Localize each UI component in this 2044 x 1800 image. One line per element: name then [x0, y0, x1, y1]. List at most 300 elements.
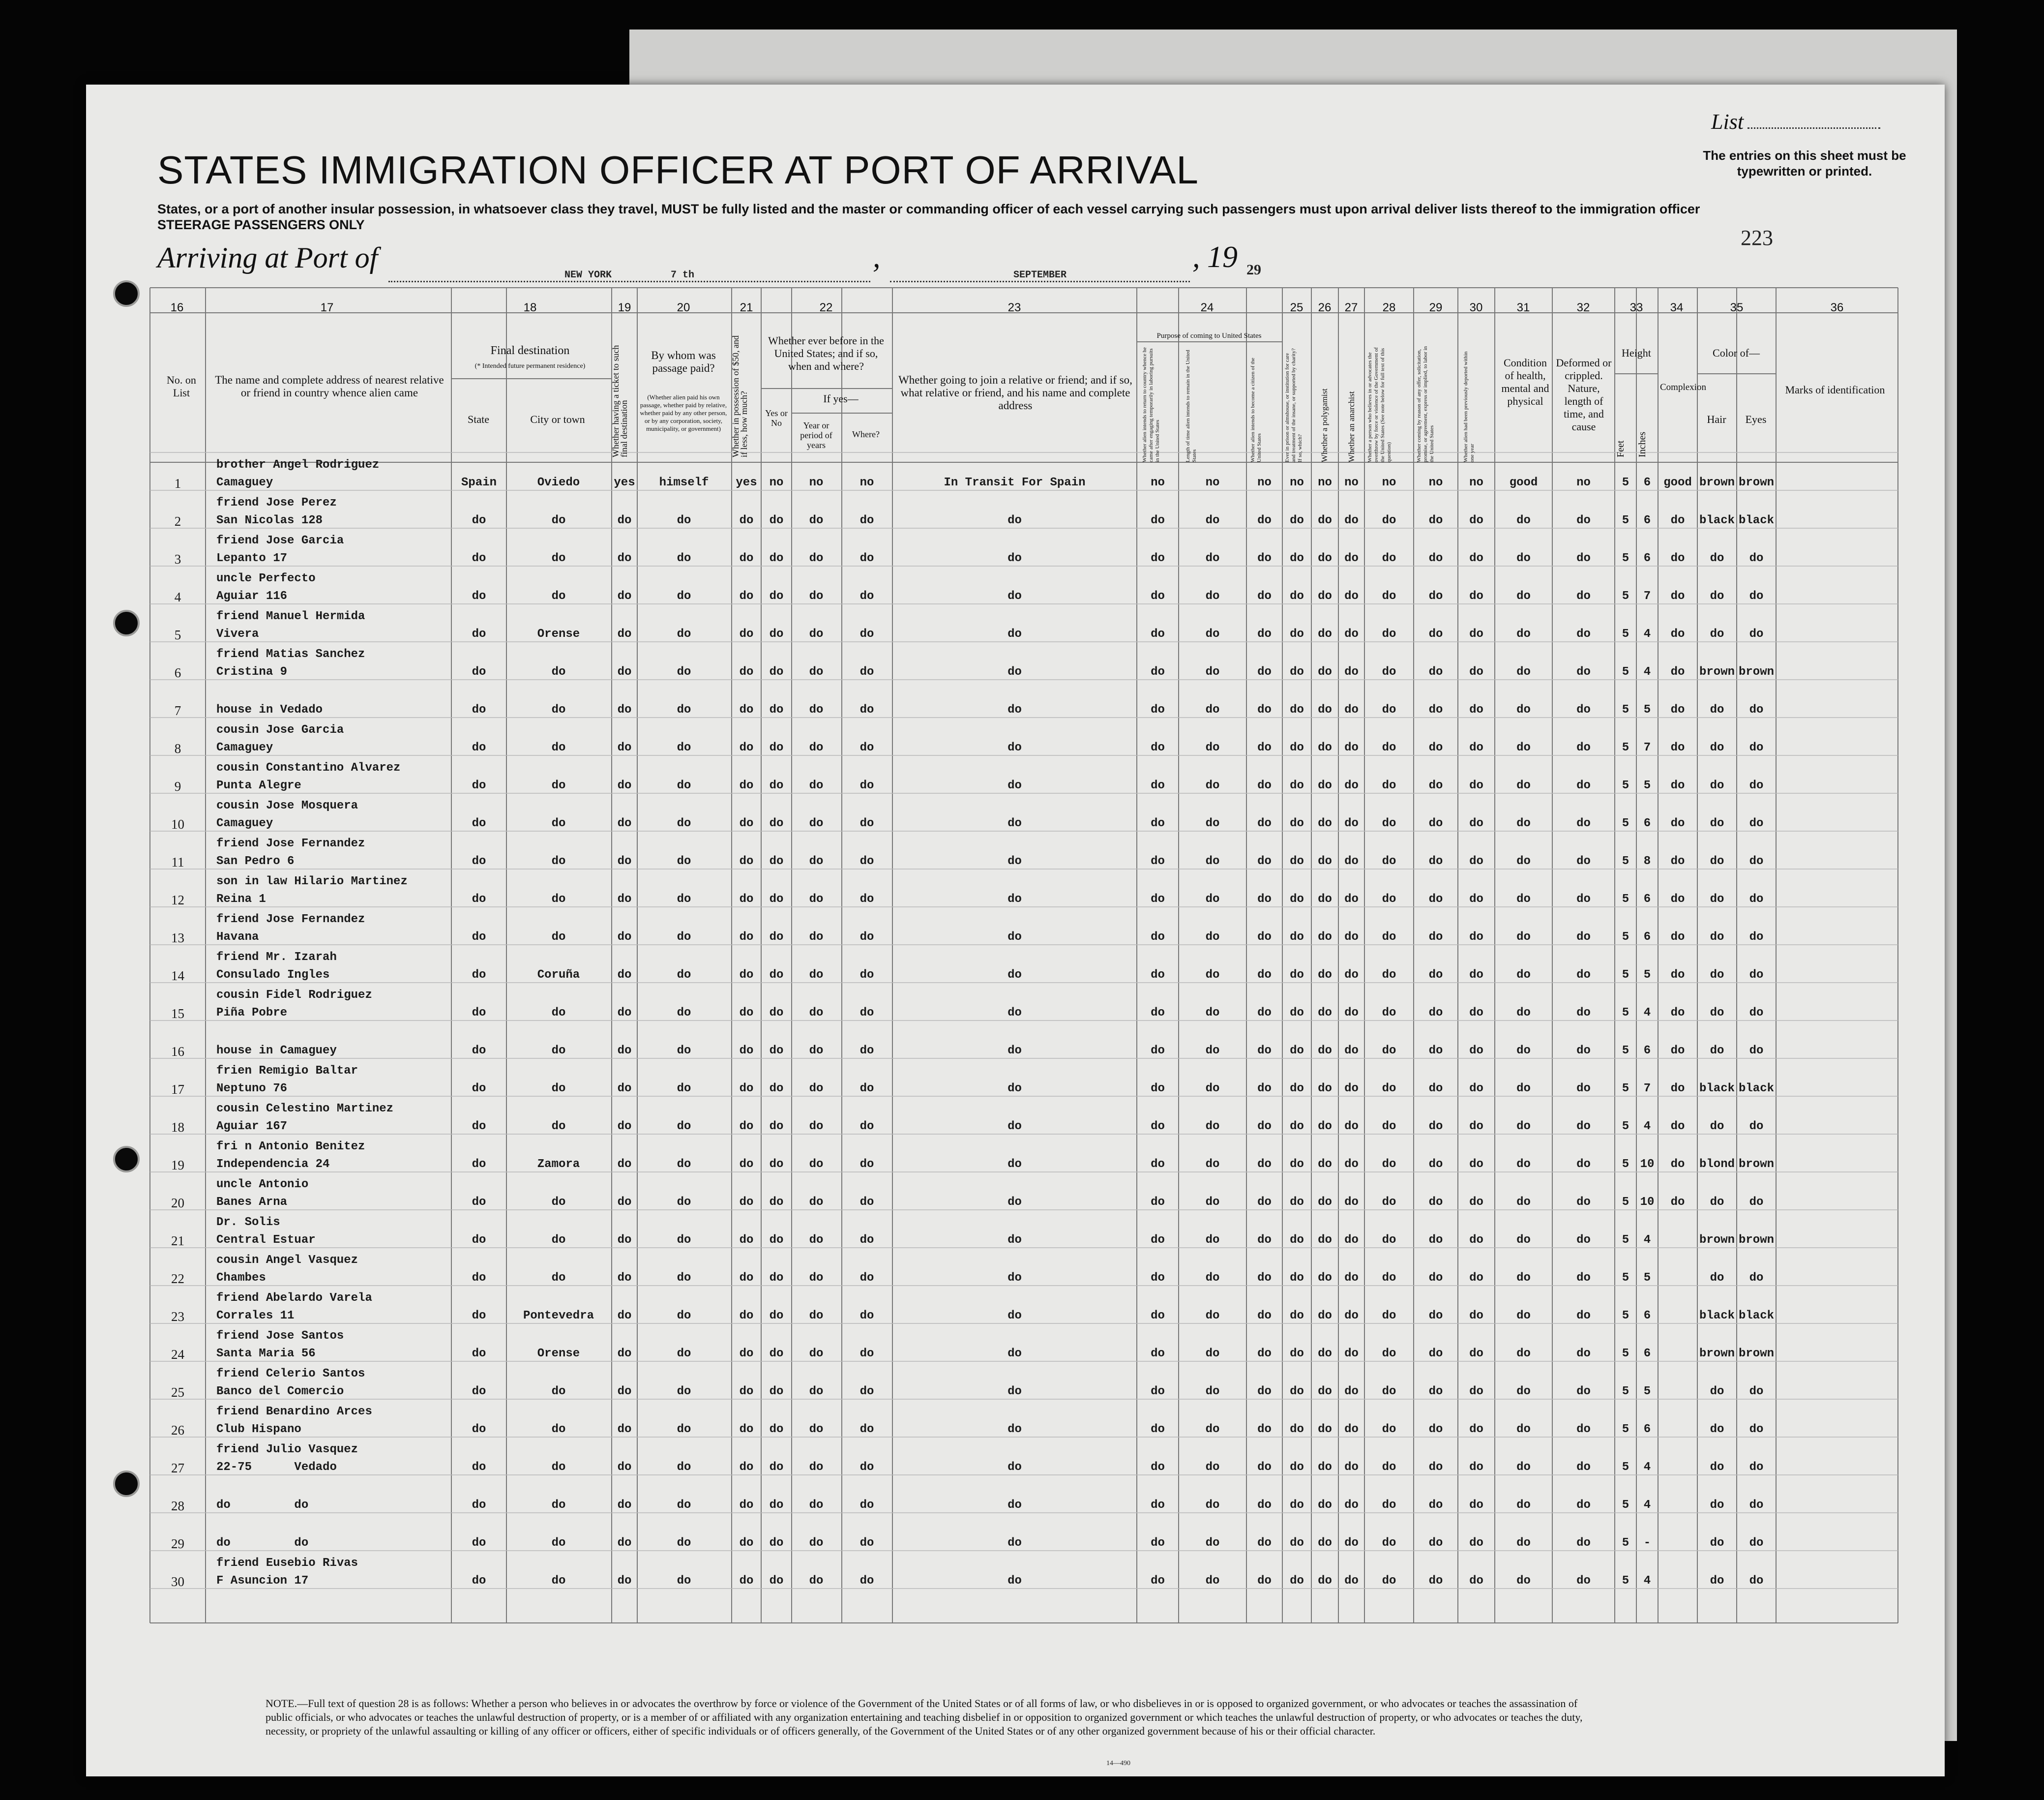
cell-join-relative: do: [1007, 1461, 1022, 1474]
header-nearest-relative: The name and complete address of nearest relative or friend in country whence alien came: [215, 374, 444, 399]
cell-hair: black: [1699, 514, 1735, 527]
cell-before-yes-no: do: [769, 968, 784, 982]
cell-polygamist: do: [1318, 1461, 1332, 1474]
cell-health: do: [1516, 1385, 1531, 1398]
cell-hair: do: [1710, 1536, 1724, 1550]
cell-purpose-return: do: [1151, 1196, 1165, 1209]
cell-deported: do: [1469, 1006, 1483, 1020]
cell-city: do: [551, 1196, 566, 1209]
cell-before-period: no: [809, 476, 824, 489]
cell-city: do: [551, 1423, 566, 1436]
cell-complexion: do: [1670, 930, 1685, 944]
row-number: 4: [174, 590, 181, 604]
cell-labor-offer: do: [1428, 665, 1443, 679]
cell-health: do: [1516, 893, 1531, 906]
list-label: List: [1711, 109, 1880, 134]
cell-before-period: do: [809, 855, 824, 868]
cell-health: do: [1516, 1044, 1531, 1057]
cell-relative-name: friend Jose Perez: [216, 496, 337, 510]
cell-complexion: do: [1670, 1044, 1685, 1057]
cell-city: do: [551, 1006, 566, 1020]
cell-polygamist: do: [1318, 741, 1332, 754]
cell-passage-paid: do: [677, 893, 691, 906]
header-period: Year or period of years: [800, 420, 832, 450]
cell-complexion: do: [1670, 703, 1685, 717]
cell-complexion: do: [1670, 1158, 1685, 1171]
cell-city: do: [551, 1120, 566, 1133]
cell-purpose-length: do: [1205, 968, 1220, 982]
row-number: 22: [171, 1271, 184, 1286]
cell-purpose-citizen: do: [1257, 1347, 1272, 1360]
cell-height-feet: 5: [1622, 779, 1629, 792]
cell-height-feet: 5: [1622, 741, 1629, 754]
cell-deformed: do: [1576, 1158, 1591, 1171]
cell-height-inches: 4: [1643, 665, 1651, 679]
cell-before-yes-no: do: [769, 1309, 784, 1322]
column-number: 34: [1670, 301, 1684, 314]
cell-prison: do: [1290, 1044, 1304, 1057]
cell-prison: do: [1290, 1574, 1304, 1588]
cell-hair: do: [1710, 590, 1724, 603]
cell-purpose-citizen: do: [1257, 1120, 1272, 1133]
cell-before-yes-no: do: [769, 1196, 784, 1209]
cell-passage-paid: do: [677, 1233, 691, 1247]
cell-passage-paid: do: [677, 703, 691, 717]
cell-before-period: do: [809, 1499, 824, 1512]
cell-state: do: [472, 1120, 486, 1133]
cell-eyes: do: [1749, 1006, 1764, 1020]
cell-before-where: do: [859, 1574, 874, 1588]
cell-deformed: do: [1576, 665, 1591, 679]
cell-city: do: [551, 1499, 566, 1512]
cell-passage-paid: do: [677, 1082, 691, 1095]
cell-polygamist: do: [1318, 1158, 1332, 1171]
cell-before-period: do: [809, 1044, 824, 1057]
row-number: 13: [171, 930, 184, 945]
cell-hair: do: [1710, 1120, 1724, 1133]
cell-relative-name: cousin Constantino Alvarez: [216, 761, 401, 775]
cell-labor-offer: do: [1428, 1499, 1443, 1512]
cell-passage-paid: do: [677, 665, 691, 679]
cell-before-yes-no: do: [769, 1499, 784, 1512]
cell-eyes: black: [1738, 1309, 1774, 1322]
cell-anarchist: do: [1344, 1574, 1359, 1588]
row-number: 26: [171, 1423, 184, 1438]
cell-labor-offer: do: [1428, 552, 1443, 565]
cell-height-feet: 5: [1622, 1423, 1629, 1436]
cell-passage-paid: do: [677, 779, 691, 792]
cell-join-relative: do: [1007, 930, 1022, 944]
cell-relative-address: Cristina 9: [216, 665, 288, 679]
cell-height-feet: 5: [1622, 514, 1629, 527]
cell-purpose-citizen: do: [1257, 817, 1272, 830]
row-number: 5: [174, 628, 181, 642]
cell-relative-address: Banes Arna: [216, 1196, 288, 1209]
cell-join-relative: do: [1007, 741, 1022, 754]
header-hair: Hair: [1707, 413, 1726, 425]
cell-before-period: do: [809, 1082, 824, 1095]
cell-relative-name: brother Angel Rodriguez: [216, 458, 380, 472]
cell-ticket: do: [617, 779, 632, 792]
cell-anarchist: do: [1344, 1499, 1359, 1512]
cell-city: do: [551, 855, 566, 868]
cell-passage-paid: do: [677, 1044, 691, 1057]
cell-labor-offer: do: [1428, 514, 1443, 527]
cell-purpose-return: do: [1151, 1120, 1165, 1133]
cell-relative-name: friend Abelardo Varela: [216, 1291, 372, 1305]
cell-purpose-length: do: [1205, 552, 1220, 565]
cell-overthrow: do: [1382, 779, 1396, 792]
cell-overthrow: do: [1382, 1044, 1396, 1057]
cell-deported: no: [1469, 476, 1483, 489]
cell-health: do: [1516, 628, 1531, 641]
cell-city: Orense: [537, 1347, 580, 1360]
cell-relative-address: Santa Maria 56: [216, 1347, 316, 1360]
cell-before-period: do: [809, 1158, 824, 1171]
cell-city: do: [551, 514, 566, 527]
cell-relative-address: F Asuncion 17: [216, 1574, 309, 1588]
cell-complexion: do: [1670, 514, 1685, 527]
cell-height-inches: 5: [1643, 779, 1651, 792]
cell-join-relative: do: [1007, 1423, 1022, 1436]
cell-labor-offer: do: [1428, 855, 1443, 868]
cell-eyes: do: [1749, 968, 1764, 982]
cell-relative-name: friend Julio Vasquez: [216, 1443, 358, 1456]
cell-join-relative: do: [1007, 514, 1022, 527]
cell-purpose-length: do: [1205, 665, 1220, 679]
cell-relative-name: cousin Jose Garcia: [216, 723, 344, 737]
cell-anarchist: do: [1344, 628, 1359, 641]
cell-purpose-return: do: [1151, 817, 1165, 830]
cell-polygamist: do: [1318, 1499, 1332, 1512]
cell-ticket: do: [617, 1499, 632, 1512]
cell-state: do: [472, 1499, 486, 1512]
cell-deported: do: [1469, 1309, 1483, 1322]
cell-health: do: [1516, 1233, 1531, 1247]
cell-anarchist: do: [1344, 514, 1359, 527]
cell-polygamist: do: [1318, 1423, 1332, 1436]
cell-deported: do: [1469, 741, 1483, 754]
cell-passage-paid: do: [677, 1574, 691, 1588]
cell-state: do: [472, 893, 486, 906]
cell-deformed: do: [1576, 1499, 1591, 1512]
cell-prison: do: [1290, 968, 1304, 982]
header-purpose-citizen: Whether alien intends to become a citizen of the United States: [1250, 358, 1262, 462]
row-number: 12: [171, 893, 184, 907]
cell-state: do: [472, 590, 486, 603]
cell-relative-name: friend Eusebio Rivas: [216, 1557, 358, 1570]
cell-eyes: do: [1749, 817, 1764, 830]
cell-eyes: do: [1749, 1271, 1764, 1285]
cell-passage-paid: do: [677, 552, 691, 565]
cell-deported: do: [1469, 514, 1483, 527]
cell-relative-address: do do: [216, 1536, 309, 1550]
cell-state: do: [472, 1233, 486, 1247]
cell-passage-paid: himself: [659, 476, 709, 489]
cell-before-where: do: [859, 968, 874, 982]
cell-prison: do: [1290, 779, 1304, 792]
cell-hair: do: [1710, 855, 1724, 868]
header-final-destination: Final destination: [490, 344, 570, 357]
cell-city: do: [551, 817, 566, 830]
cell-prison: do: [1290, 1006, 1304, 1020]
cell-before-where: do: [859, 1347, 874, 1360]
cell-state: do: [472, 1006, 486, 1020]
cell-join-relative: do: [1007, 779, 1022, 792]
cell-hair: do: [1710, 1499, 1724, 1512]
cell-purpose-citizen: do: [1257, 1536, 1272, 1550]
column-number: 27: [1344, 301, 1358, 314]
cell-labor-offer: do: [1428, 1423, 1443, 1436]
cell-polygamist: do: [1318, 552, 1332, 565]
cell-before-period: do: [809, 1309, 824, 1322]
cell-labor-offer: do: [1428, 779, 1443, 792]
cell-hair: do: [1710, 1006, 1724, 1020]
cell-relative-address: Chambes: [216, 1271, 266, 1285]
cell-polygamist: do: [1318, 1082, 1332, 1095]
cell-hair: do: [1710, 628, 1724, 641]
cell-before-period: do: [809, 1006, 824, 1020]
cell-before-period: do: [809, 1196, 824, 1209]
cell-ticket: do: [617, 1574, 632, 1588]
cell-height-inches: 4: [1643, 1574, 1651, 1588]
cell-height-inches: 7: [1643, 1082, 1651, 1095]
column-number: 24: [1200, 301, 1214, 314]
year-prefix: 19: [1207, 240, 1238, 274]
cell-state: do: [472, 1158, 486, 1171]
header-before-in-us: Whether ever before in the United States; and if so, when and where?: [768, 334, 884, 372]
cell-height-feet: 5: [1622, 930, 1629, 944]
cell-money: do: [739, 1044, 754, 1057]
cell-health: do: [1516, 514, 1531, 527]
cell-passage-paid: do: [677, 1120, 691, 1133]
cell-relative-address: San Nicolas 128: [216, 514, 323, 527]
cell-before-period: do: [809, 514, 824, 527]
cell-city: Oviedo: [537, 476, 580, 489]
cell-city: do: [551, 1082, 566, 1095]
cell-anarchist: do: [1344, 968, 1359, 982]
cell-state: do: [472, 1309, 486, 1322]
cell-passage-paid: do: [677, 1196, 691, 1209]
cell-polygamist: do: [1318, 1309, 1332, 1322]
cell-ticket: do: [617, 1196, 632, 1209]
column-number: 23: [1007, 301, 1021, 314]
cell-purpose-return: do: [1151, 1082, 1165, 1095]
header-final-destination-note: (* Intended future permanent residence): [474, 362, 586, 370]
year-suffix: 29: [1246, 262, 1261, 278]
cell-anarchist: do: [1344, 1082, 1359, 1095]
header-complexion: Complexion: [1660, 382, 1706, 392]
cell-relative-name: fri n Antonio Benitez: [216, 1140, 365, 1153]
cell-purpose-citizen: do: [1257, 1082, 1272, 1095]
cell-passage-paid: do: [677, 1461, 691, 1474]
cell-money: do: [739, 1082, 754, 1095]
header-purpose-length: Length of time alien intends to remain in the United States: [1185, 350, 1197, 462]
column-number: 31: [1516, 301, 1530, 314]
cell-state: do: [472, 855, 486, 868]
cell-city: do: [551, 893, 566, 906]
cell-money: do: [739, 893, 754, 906]
cell-city: do: [551, 1044, 566, 1057]
cell-polygamist: do: [1318, 1385, 1332, 1398]
cell-labor-offer: do: [1428, 1006, 1443, 1020]
cell-purpose-return: do: [1151, 1233, 1165, 1247]
cell-overthrow: do: [1382, 1461, 1396, 1474]
cell-before-yes-no: do: [769, 741, 784, 754]
month-field: SEPTEMBER: [890, 270, 1190, 282]
cell-ticket: do: [617, 1044, 632, 1057]
cell-before-yes-no: do: [769, 1233, 784, 1247]
cell-before-where: do: [859, 1044, 874, 1057]
cell-purpose-citizen: do: [1257, 741, 1272, 754]
cell-deformed: do: [1576, 552, 1591, 565]
cell-before-period: do: [809, 1271, 824, 1285]
cell-prison: do: [1290, 1499, 1304, 1512]
cell-relative-address: do do: [216, 1499, 309, 1512]
cell-passage-paid: do: [677, 1385, 691, 1398]
cell-purpose-length: do: [1205, 1423, 1220, 1436]
cell-hair: brown: [1699, 476, 1735, 489]
arriving-label: Arriving at Port of: [157, 241, 378, 274]
column-number: 18: [523, 301, 537, 314]
row-number: 8: [174, 741, 181, 756]
cell-height-inches: 6: [1643, 514, 1651, 527]
cell-height-inches: 6: [1643, 552, 1651, 565]
cell-deported: do: [1469, 779, 1483, 792]
cell-height-feet: 5: [1622, 1385, 1629, 1398]
cell-anarchist: do: [1344, 1385, 1359, 1398]
cell-polygamist: do: [1318, 1233, 1332, 1247]
cell-relative-name: cousin Fidel Rodriguez: [216, 989, 372, 1002]
cell-overthrow: do: [1382, 1385, 1396, 1398]
cell-before-yes-no: do: [769, 1536, 784, 1550]
cell-complexion: good: [1663, 476, 1692, 489]
cell-height-inches: 5: [1643, 968, 1651, 982]
cell-hair: do: [1710, 741, 1724, 754]
cell-join-relative: do: [1007, 1006, 1022, 1020]
cell-overthrow: do: [1382, 703, 1396, 717]
cell-before-yes-no: do: [769, 514, 784, 527]
cell-anarchist: do: [1344, 1120, 1359, 1133]
cell-purpose-length: do: [1205, 741, 1220, 754]
cell-join-relative: do: [1007, 703, 1022, 717]
cell-overthrow: do: [1382, 590, 1396, 603]
cell-health: do: [1516, 552, 1531, 565]
cell-purpose-citizen: do: [1257, 552, 1272, 565]
cell-eyes: brown: [1738, 476, 1774, 489]
cell-before-yes-no: do: [769, 893, 784, 906]
cell-height-feet: 5: [1622, 1574, 1629, 1588]
cell-anarchist: do: [1344, 590, 1359, 603]
cell-purpose-length: do: [1205, 893, 1220, 906]
cell-overthrow: do: [1382, 665, 1396, 679]
cell-deformed: do: [1576, 1309, 1591, 1322]
cell-city: do: [551, 1461, 566, 1474]
cell-health: do: [1516, 968, 1531, 982]
cell-anarchist: do: [1344, 552, 1359, 565]
cell-state: Spain: [461, 476, 497, 489]
cell-purpose-citizen: do: [1257, 855, 1272, 868]
cell-before-where: do: [859, 628, 874, 641]
cell-hair: black: [1699, 1309, 1735, 1322]
cell-before-yes-no: do: [769, 1574, 784, 1588]
cell-purpose-citizen: do: [1257, 1006, 1272, 1020]
cell-passage-paid: do: [677, 930, 691, 944]
cell-purpose-return: do: [1151, 1461, 1165, 1474]
cell-prison: do: [1290, 1309, 1304, 1322]
cell-money: do: [739, 1574, 754, 1588]
cell-deported: do: [1469, 628, 1483, 641]
cell-before-where: do: [859, 741, 874, 754]
cell-before-where: do: [859, 590, 874, 603]
cell-height-inches: -: [1643, 1536, 1651, 1550]
cell-before-period: do: [809, 1233, 824, 1247]
row-number: 14: [171, 968, 184, 983]
header-color-of: Color of—: [1713, 347, 1760, 359]
cell-money: do: [739, 1423, 754, 1436]
cell-before-where: do: [859, 817, 874, 830]
cell-ticket: do: [617, 1082, 632, 1095]
cell-height-inches: 6: [1643, 817, 1651, 830]
cell-before-yes-no: do: [769, 552, 784, 565]
cell-passage-paid: do: [677, 628, 691, 641]
cell-purpose-citizen: do: [1257, 665, 1272, 679]
cell-before-yes-no: do: [769, 665, 784, 679]
cell-money: do: [739, 1536, 754, 1550]
cell-hair: brown: [1699, 665, 1735, 679]
cell-purpose-length: do: [1205, 1158, 1220, 1171]
cell-purpose-citizen: no: [1257, 476, 1272, 489]
cell-height-inches: 4: [1643, 1120, 1651, 1133]
cell-hair: brown: [1699, 1347, 1735, 1360]
header-ticket: Whether having a ticket to such final destination: [611, 345, 629, 457]
cell-state: do: [472, 628, 486, 641]
cell-hair: do: [1710, 1423, 1724, 1436]
cell-passage-paid: do: [677, 1423, 691, 1436]
cell-deformed: do: [1576, 1536, 1591, 1550]
cell-relative-address: house in Vedado: [216, 703, 323, 717]
cell-overthrow: do: [1382, 1423, 1396, 1436]
cell-before-where: do: [859, 703, 874, 717]
cell-height-inches: 6: [1643, 1423, 1651, 1436]
cell-purpose-return: do: [1151, 1006, 1165, 1020]
cell-polygamist: do: [1318, 1120, 1332, 1133]
cell-deported: do: [1469, 1196, 1483, 1209]
cell-labor-offer: do: [1428, 1233, 1443, 1247]
cell-anarchist: do: [1344, 1347, 1359, 1360]
cell-deformed: do: [1576, 1271, 1591, 1285]
cell-labor-offer: do: [1428, 893, 1443, 906]
cell-relative-name: son in law Hilario Martinez: [216, 875, 408, 888]
cell-prison: do: [1290, 1196, 1304, 1209]
cell-purpose-return: do: [1151, 930, 1165, 944]
cell-ticket: do: [617, 590, 632, 603]
cell-height-feet: 5: [1622, 703, 1629, 717]
cell-prison: do: [1290, 1271, 1304, 1285]
cell-height-inches: 4: [1643, 1006, 1651, 1020]
cell-relative-name: Dr. Solis: [216, 1216, 280, 1229]
cell-anarchist: do: [1344, 1233, 1359, 1247]
cell-prison: do: [1290, 1423, 1304, 1436]
cell-before-yes-no: do: [769, 930, 784, 944]
column-number: 16: [170, 301, 184, 314]
cell-deported: do: [1469, 703, 1483, 717]
cell-relative-name: friend Benardino Arces: [216, 1405, 372, 1418]
cell-purpose-return: do: [1151, 1309, 1165, 1322]
cell-deformed: do: [1576, 779, 1591, 792]
cell-money: do: [739, 1271, 754, 1285]
cell-purpose-return: do: [1151, 741, 1165, 754]
